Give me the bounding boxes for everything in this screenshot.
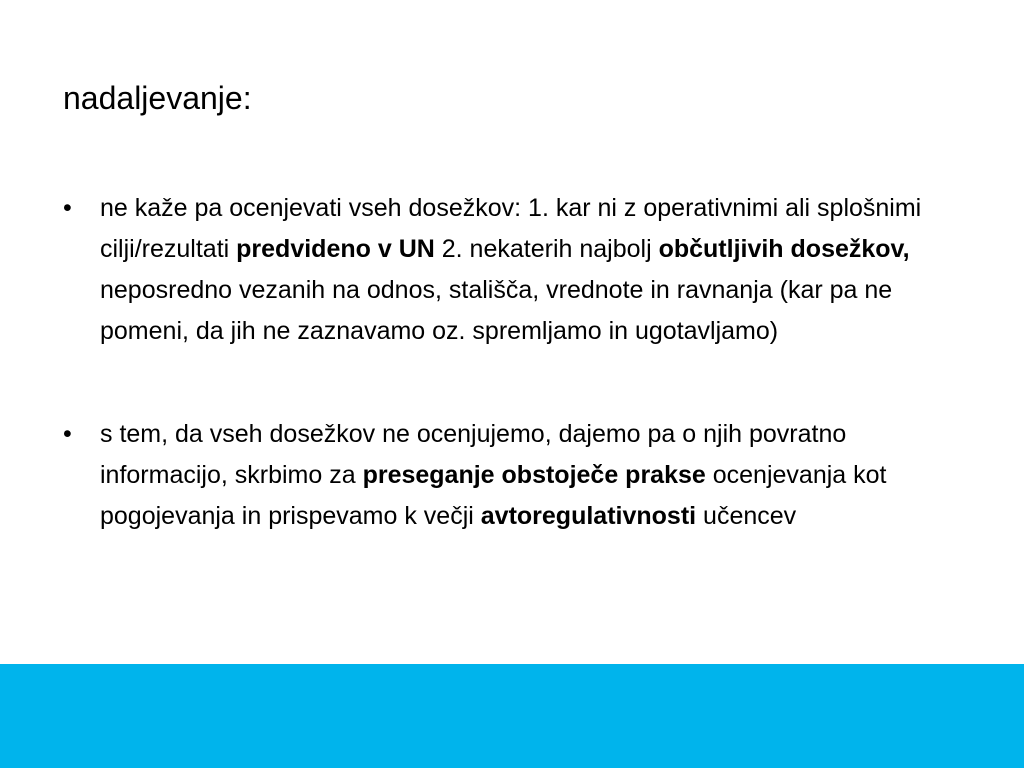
text-segment: učencev <box>696 502 797 530</box>
emphasis-text: preseganje obstoječe prakse <box>362 461 706 489</box>
footer-band <box>0 664 1024 768</box>
text-segment: ne kaže pa ocenjevati vseh dosežkov: 1. kar ni z operativnimi ali splošnimi cilji/rezultati <box>100 194 922 263</box>
text-segment: neposredno vezanih na odnos, stališča, vrednote in ravnanja (kar pa ne pomeni, da jih ne zaznavamo oz. spremljamo in ugotavljamo) <box>100 276 893 345</box>
emphasis-text: avtoregulativnosti <box>480 502 697 530</box>
bullet-item <box>63 414 963 537</box>
bullet-dot-icon: • <box>63 420 72 448</box>
bullet-text <box>100 194 921 345</box>
text-segment: ocenjevanja kot pogojevanja in prispevamo k večji <box>100 461 887 530</box>
text-segment: 2. nekaterih najbolj <box>434 235 659 263</box>
text-segment: s tem, da vseh dosežkov ne ocenjujemo, dajemo pa o njih povratno informacijo, skrbimo za <box>100 420 847 489</box>
emphasis-text: občutljivih dosežkov, <box>658 235 910 263</box>
bullet-item <box>63 188 963 352</box>
slide-title: nadaljevanje: <box>63 80 252 116</box>
bullet-list <box>63 188 963 537</box>
emphasis-text: predvideno v UN <box>236 235 435 263</box>
bullet-dot-icon: • <box>63 194 72 222</box>
bullet-text <box>100 420 886 530</box>
